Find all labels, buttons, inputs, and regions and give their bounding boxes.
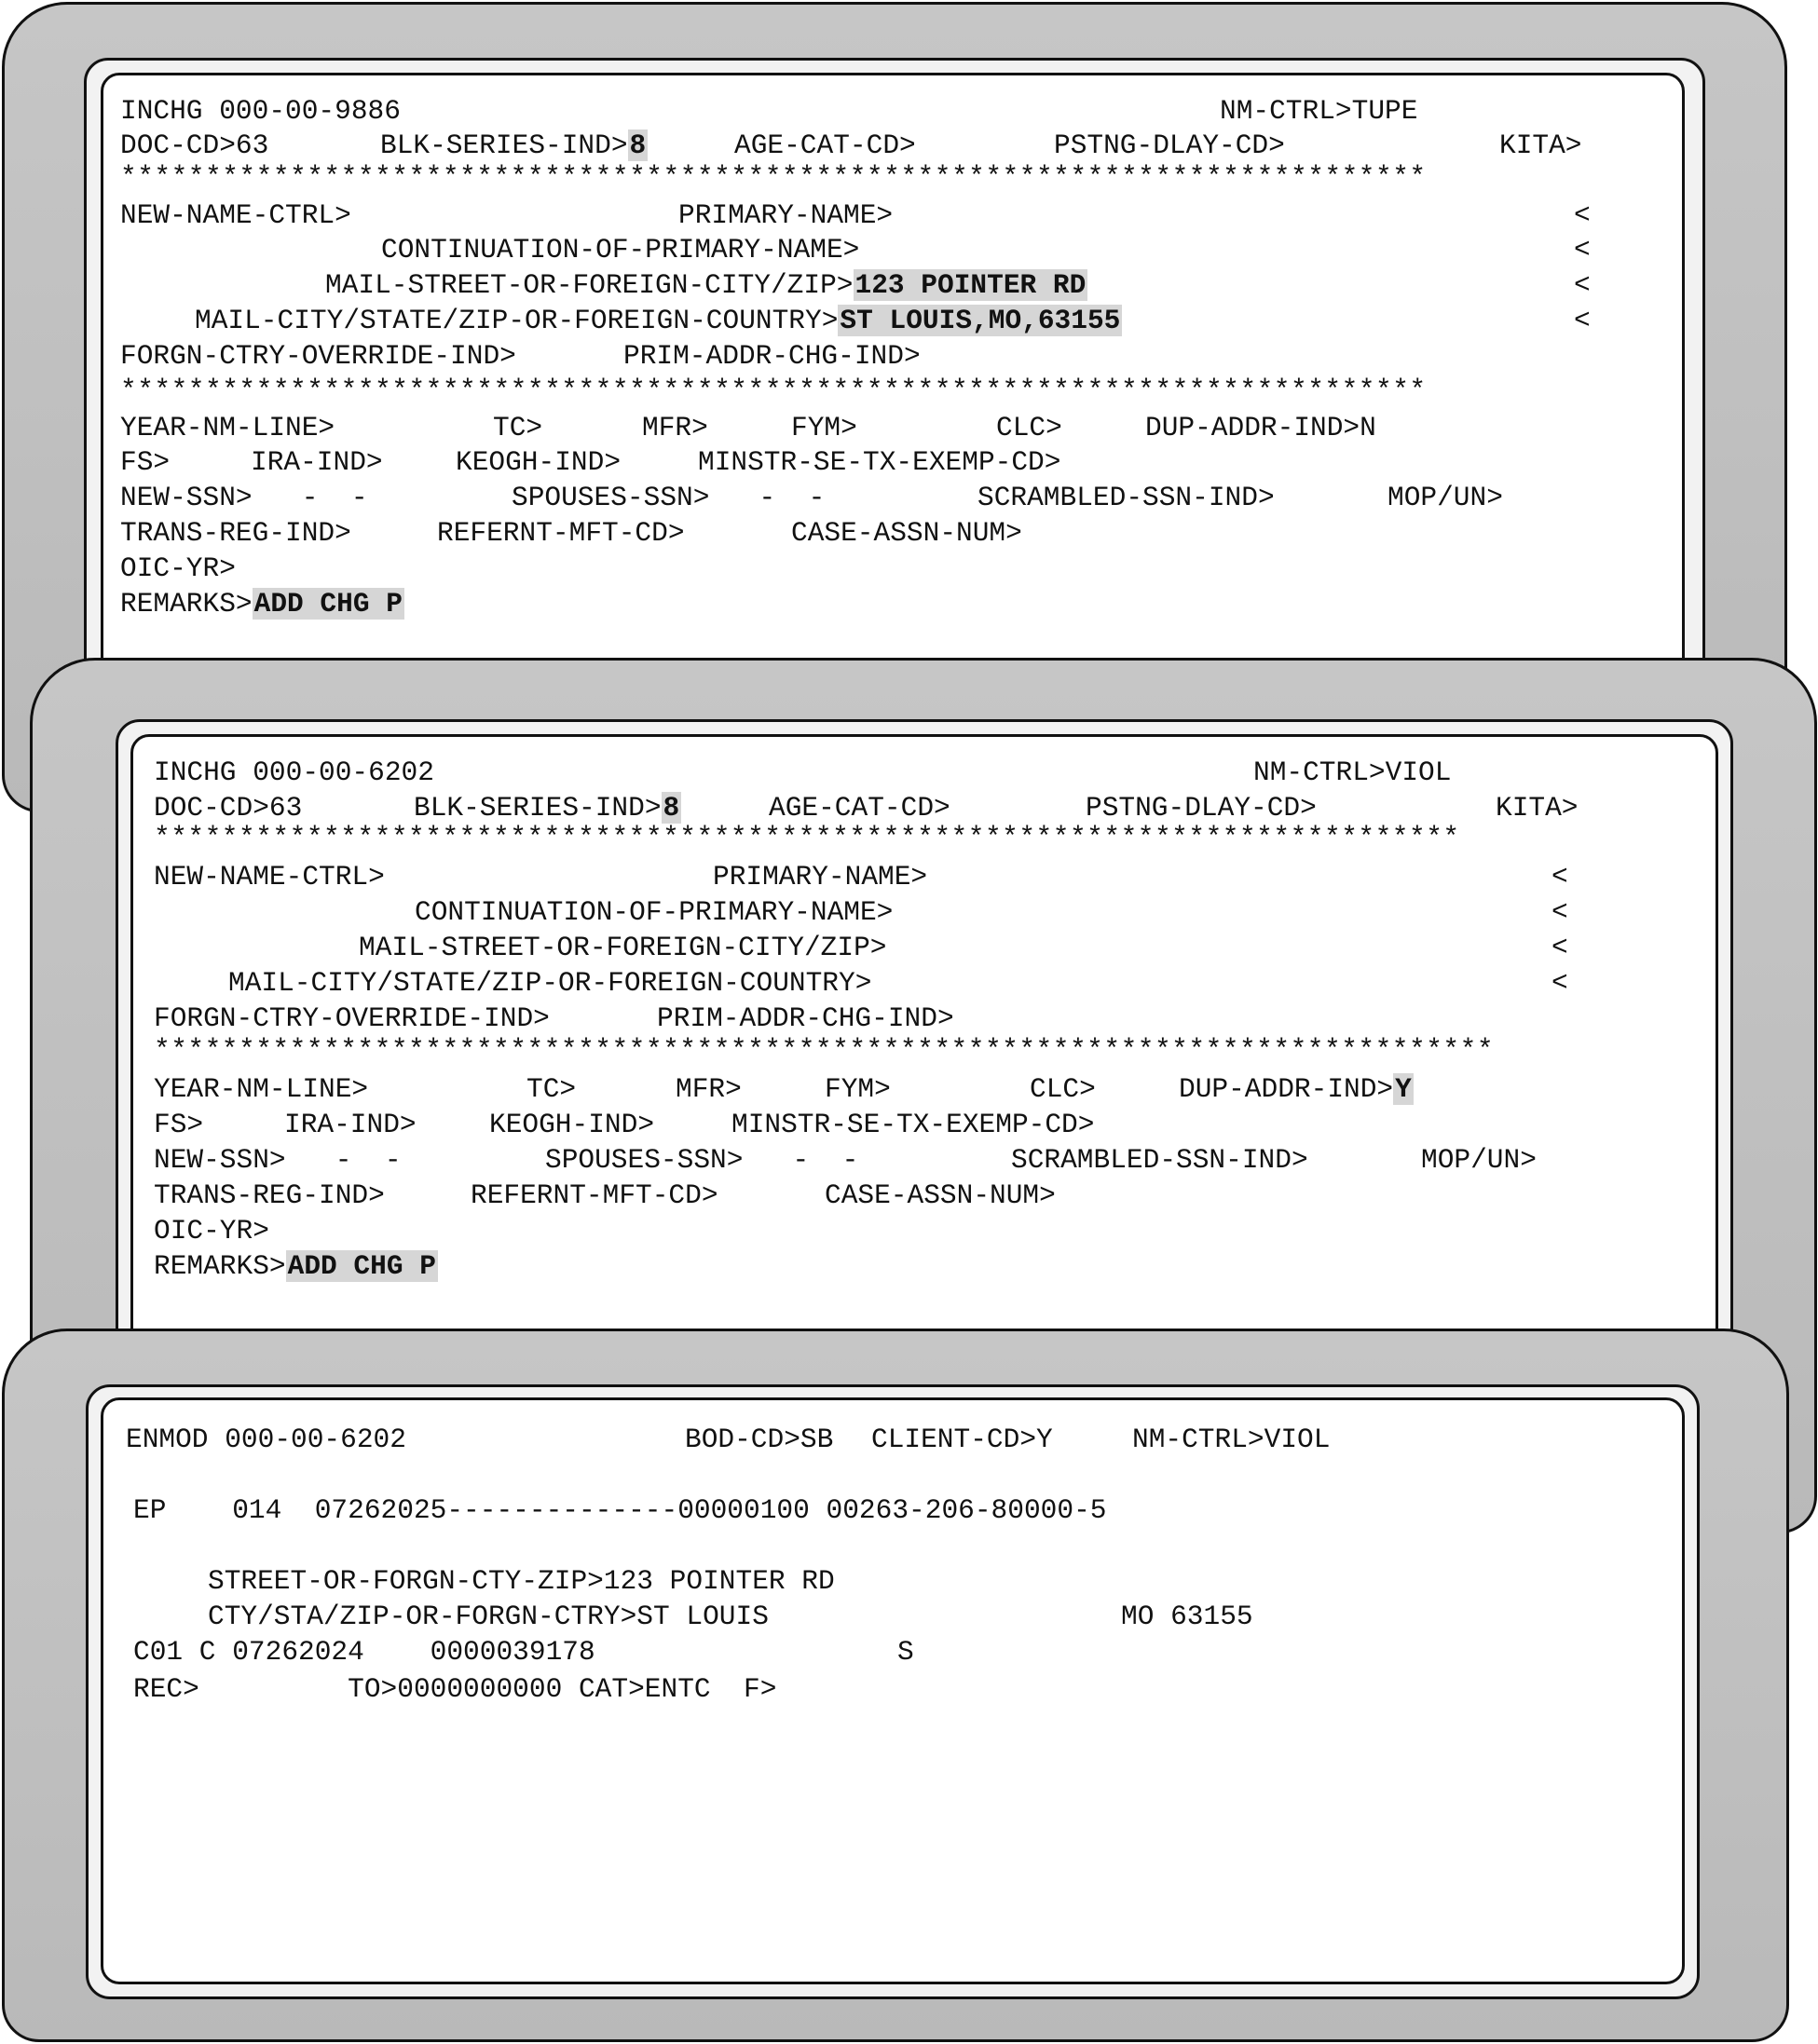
age-cat-field[interactable]: AGE-CAT-CD> [769,792,950,824]
remarks-label: REMARKS> [154,1250,286,1282]
mail-street-field[interactable]: MAIL-STREET-OR-FOREIGN-CITY/ZIP> [359,932,887,963]
separator-line: ***************************************************************************** [154,822,1460,853]
tc-field[interactable]: TC> [526,1073,577,1105]
keogh-ind-field[interactable]: KEOGH-IND> [489,1109,655,1140]
city-field[interactable]: CTY/STA/ZIP-OR-FORGN-CTRY>ST LOUIS [208,1601,769,1632]
blk-series-field[interactable] [380,129,648,162]
terminal-text-1 [103,75,1682,685]
terminal-text-2 [133,737,1715,1365]
dup-addr-field[interactable] [1145,411,1376,444]
age-cat-field[interactable]: AGE-CAT-CD> [734,129,916,161]
nm-ctrl-label: NM-CTRL> [1253,756,1386,788]
header-line [154,756,434,789]
mail-street-field[interactable] [325,268,1087,302]
blk-series-value[interactable]: 8 [629,129,647,161]
mail-city-label: MAIL-CITY/STATE/ZIP-OR-FOREIGN-COUNTRY> [195,305,839,336]
terminal-screen-1 [101,73,1685,688]
transaction-header: INCHG 000-00-6202 [154,756,434,788]
field-end-marker: < [1551,896,1568,928]
forgn-ctry-override-field[interactable]: FORGN-CTRY-OVERRIDE-IND> [154,1002,550,1034]
field-end-marker: < [1551,861,1568,893]
new-name-ctrl-field[interactable]: NEW-NAME-CTRL> [154,861,385,893]
field-end-marker: < [1551,967,1568,999]
clc-field[interactable]: CLC> [996,412,1062,443]
trans-reg-field[interactable]: TRANS-REG-IND> [120,517,351,549]
primary-name-field[interactable]: PRIMARY-NAME> [678,199,894,231]
kita-field[interactable]: KITA> [1496,792,1579,824]
spouses-ssn-field[interactable]: SPOUSES-SSN> - - [545,1144,859,1176]
remarks-field[interactable] [120,587,404,620]
remarks-field[interactable] [154,1249,438,1283]
terminal-text-3 [103,1400,1682,1982]
dup-addr-label: DUP-ADDR-IND> [1179,1073,1394,1105]
prim-addr-chg-field[interactable]: PRIM-ADDR-CHG-IND> [623,340,921,372]
header-line [120,94,401,128]
mop-un-field[interactable]: MOP/UN> [1421,1144,1537,1176]
terminal-screen-3 [101,1397,1685,1984]
blk-series-field[interactable] [414,791,681,824]
mfr-field[interactable]: MFR> [642,412,708,443]
transaction-header: INCHG 000-00-9886 [120,95,401,127]
field-end-marker: < [1574,269,1591,301]
nm-ctrl-value[interactable]: TUPE [1351,95,1418,127]
spouses-ssn-field[interactable]: SPOUSES-SSN> - - [512,482,826,513]
enmod-header: ENMOD 000-00-6202 [126,1424,406,1455]
field-end-marker: < [1551,932,1568,963]
kita-field[interactable]: KITA> [1499,129,1582,161]
trans-reg-field[interactable]: TRANS-REG-IND> [154,1179,385,1211]
remarks-label: REMARKS> [120,588,253,620]
bod-cd-field[interactable]: BOD-CD>SB [685,1424,834,1455]
nm-ctrl-value[interactable]: VIOL [1385,756,1452,788]
dup-addr-value[interactable]: Y [1395,1073,1412,1105]
forgn-ctry-override-field[interactable]: FORGN-CTRY-OVERRIDE-IND> [120,340,516,372]
dup-addr-label: DUP-ADDR-IND> [1145,412,1360,443]
mfr-field[interactable]: MFR> [676,1073,742,1105]
minstr-field[interactable]: MINSTR-SE-TX-EXEMP-CD> [698,446,1061,478]
remarks-value[interactable]: ADD CHG P [253,588,403,620]
scrambled-ssn-field[interactable]: SCRAMBLED-SSN-IND> [1011,1144,1308,1176]
nm-ctrl-field[interactable] [1253,756,1451,789]
new-ssn-field[interactable]: NEW-SSN> - - [154,1144,402,1176]
mail-city-value[interactable]: ST LOUIS,MO,63155 [840,305,1121,336]
pstng-dlay-field[interactable]: PSTNG-DLAY-CD> [1086,792,1317,824]
fym-field[interactable]: FYM> [791,412,857,443]
oic-yr-field[interactable]: OIC-YR> [120,552,236,584]
fym-field[interactable]: FYM> [825,1073,891,1105]
mail-city-field[interactable] [195,304,1122,337]
dup-addr-value[interactable]: N [1360,412,1376,443]
field-end-marker: < [1574,199,1591,231]
state-zip-field[interactable]: MO 63155 [1121,1601,1253,1632]
case-assn-field[interactable]: CASE-ASSN-NUM> [791,517,1022,549]
pstng-dlay-field[interactable]: PSTNG-DLAY-CD> [1054,129,1285,161]
prim-addr-chg-field[interactable]: PRIM-ADDR-CHG-IND> [657,1002,954,1034]
nm-ctrl-label: NM-CTRL> [1220,95,1352,127]
client-cd-field[interactable]: CLIENT-CD>Y [871,1424,1053,1455]
year-nm-line-field[interactable]: YEAR-NM-LINE> [154,1073,369,1105]
field-end-marker: < [1574,305,1591,336]
mail-street-label: MAIL-STREET-OR-FOREIGN-CITY/ZIP> [325,269,854,301]
minstr-field[interactable]: MINSTR-SE-TX-EXEMP-CD> [731,1109,1095,1140]
keogh-ind-field[interactable]: KEOGH-IND> [456,446,622,478]
continuation-name-field[interactable]: CONTINUATION-OF-PRIMARY-NAME> [381,234,860,266]
blk-series-value[interactable]: 8 [663,792,680,824]
remarks-value[interactable]: ADD CHG P [287,1250,436,1282]
terminal-screen-2 [130,734,1718,1368]
ep-line: EP 014 07262025--------------00000100 00263-206-80000-5 [133,1494,1107,1526]
fs-field[interactable]: FS> [120,446,171,478]
refernt-mft-field[interactable]: REFERNT-MFT-CD> [437,517,685,549]
doc-cd-field[interactable]: DOC-CD>63 [154,792,303,824]
nm-ctrl-field[interactable]: NM-CTRL>VIOL [1132,1424,1331,1455]
primary-name-field[interactable]: PRIMARY-NAME> [713,861,928,893]
separator-line: ***************************************************************************** [120,375,1427,406]
mail-city-field[interactable]: MAIL-CITY/STATE/ZIP-OR-FOREIGN-COUNTRY> [228,967,872,999]
separator-line: ***************************************************************************** [120,161,1427,193]
blk-series-label: BLK-SERIES-IND> [380,129,628,161]
mop-un-field[interactable]: MOP/UN> [1387,482,1503,513]
c01-line: C01 C 07262024 0000039178 [133,1636,595,1668]
clc-field[interactable]: CLC> [1030,1073,1096,1105]
tc-field[interactable]: TC> [493,412,543,443]
year-nm-line-field[interactable]: YEAR-NM-LINE> [120,412,335,443]
doc-cd-field[interactable]: DOC-CD>63 [120,129,269,161]
mail-street-value[interactable]: 123 POINTER RD [854,269,1087,301]
dup-addr-field[interactable] [1179,1072,1414,1106]
field-end-marker: < [1574,234,1591,266]
continuation-name-field[interactable]: CONTINUATION-OF-PRIMARY-NAME> [415,896,894,928]
refernt-mft-field[interactable]: REFERNT-MFT-CD> [471,1179,718,1211]
ira-ind-field[interactable]: IRA-IND> [284,1109,417,1140]
new-name-ctrl-field[interactable]: NEW-NAME-CTRL> [120,199,351,231]
new-ssn-field[interactable]: NEW-SSN> - - [120,482,368,513]
case-assn-field[interactable]: CASE-ASSN-NUM> [825,1179,1056,1211]
blk-series-label: BLK-SERIES-IND> [414,792,662,824]
nm-ctrl-field[interactable] [1220,94,1417,128]
rec-line[interactable]: REC> TO>0000000000 CAT>ENTC F> [133,1673,777,1705]
street-field[interactable]: STREET-OR-FORGN-CTY-ZIP>123 POINTER RD [208,1565,835,1597]
ira-ind-field[interactable]: IRA-IND> [251,446,383,478]
c01-status: S [897,1636,914,1668]
oic-yr-field[interactable]: OIC-YR> [154,1215,269,1247]
separator-line: ******************************************************************************* [154,1034,1495,1066]
fs-field[interactable]: FS> [154,1109,204,1140]
scrambled-ssn-field[interactable]: SCRAMBLED-SSN-IND> [977,482,1275,513]
